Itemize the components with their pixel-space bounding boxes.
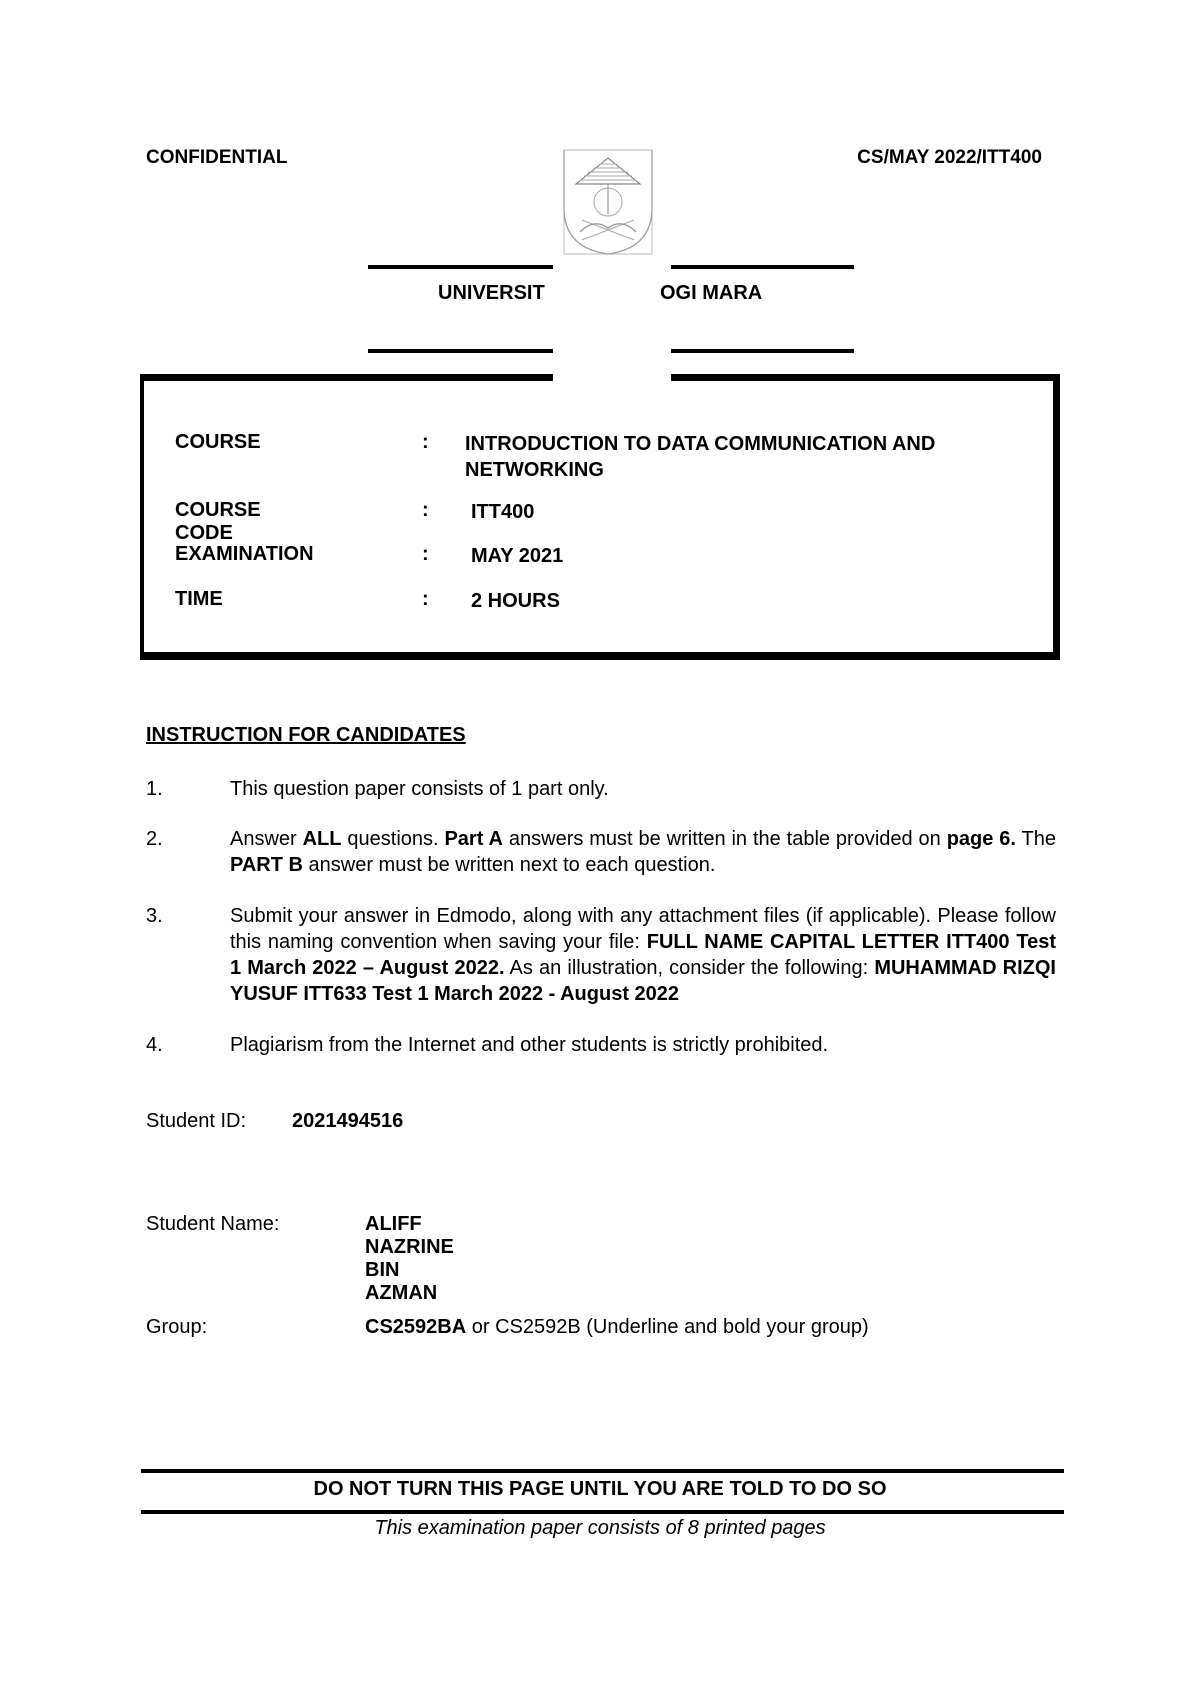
instruction-text-part: MUHAMMAD RIZQI YUSUF ITT633 Test 1 March 2022 - August 2022 — [230, 957, 1056, 1005]
student-id-value: 2021494516 — [292, 1110, 404, 1132]
confidential-label: CONFIDENTIAL — [146, 147, 288, 168]
group-label: Group: — [146, 1316, 208, 1338]
student-name-label: Student Name: — [146, 1213, 280, 1235]
instruction-text — [230, 1032, 1056, 1058]
instruction-text-part: answer must be written next to each question. — [302, 854, 716, 876]
instruction-text — [230, 903, 1056, 1007]
instruction-text-part: The — [1015, 828, 1056, 850]
footer-top-rule — [141, 1469, 1064, 1473]
page-count-note: This examination paper consists of 8 printed pages — [374, 1517, 826, 1539]
course-value: INTRODUCTION TO DATA COMMUNICATION AND NETWORKING — [465, 433, 936, 481]
colon: : — [422, 431, 429, 453]
instruction-text-part: Submit your answer in Edmodo, along with any attachment files (if applicable). Please follow this naming convention when saving your file: — [230, 905, 1056, 953]
examination-value: MAY 2021 — [471, 545, 564, 567]
instruction-text-part: As an illustration, consider the following: — [504, 957, 875, 979]
instructions-title: INSTRUCTION FOR CANDIDATES — [146, 724, 466, 746]
instruction-text-part: Part A — [444, 828, 503, 850]
student-id-field — [146, 1110, 404, 1133]
instruction-number: 1. — [146, 778, 163, 800]
time-label: TIME — [175, 588, 223, 610]
instruction-text-part: page 6. — [946, 828, 1016, 850]
student-name-field — [146, 1213, 454, 1304]
instruction-text-part: answers must be written in the table provided on — [502, 828, 947, 850]
university-crest-icon — [560, 148, 656, 256]
instruction-number: 4. — [146, 1034, 163, 1056]
do-not-turn-notice: DO NOT TURN THIS PAGE UNTIL YOU ARE TOLD TO DO SO — [313, 1478, 887, 1500]
paper-code: CS/MAY 2022/ITT400 — [857, 147, 1042, 168]
instruction-text-part: Answer — [230, 828, 303, 850]
student-id-label: Student ID: — [146, 1110, 247, 1132]
examination-label: EXAMINATION — [175, 543, 314, 565]
student-name-value: ALIFF NAZRINE BIN AZMAN — [365, 1213, 454, 1304]
group-field — [146, 1316, 869, 1339]
instruction-text-part: ALL — [302, 828, 342, 850]
instruction-text-part: This question paper consists of 1 part only. — [230, 778, 609, 800]
footer-bottom-rule — [141, 1510, 1064, 1514]
time-value: 2 HOURS — [471, 590, 560, 612]
instruction-text-part: FULL NAME CAPITAL LETTER ITT400 Test 1 March 2022 – August 2022. — [230, 931, 1056, 979]
group-value: CS2592BA or CS2592B (Underline and bold your group) — [365, 1316, 869, 1338]
instruction-text-part: Plagiarism from the Internet and other students is strictly prohibited. — [230, 1034, 829, 1056]
instruction-number: 3. — [146, 905, 163, 927]
colon: : — [422, 543, 429, 565]
instruction-number: 2. — [146, 828, 163, 850]
instruction-text — [230, 776, 1056, 802]
course-code-label: COURSE CODE — [175, 499, 261, 544]
course-label: COURSE — [175, 431, 261, 453]
box-gap — [553, 370, 671, 384]
colon: : — [422, 499, 429, 521]
instruction-text — [230, 826, 1056, 878]
instruction-text-part: questions. — [341, 828, 445, 850]
colon: : — [422, 588, 429, 610]
instruction-text-part: PART B — [230, 854, 303, 876]
course-code-value: ITT400 — [471, 501, 535, 523]
